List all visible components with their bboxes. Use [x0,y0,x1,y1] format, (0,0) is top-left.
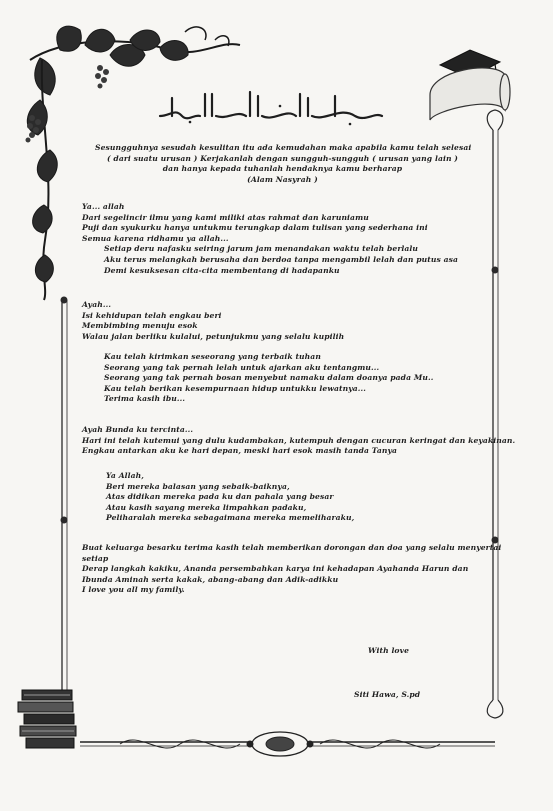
prayer2-line: Beri mereka balasan yang sebaik-baiknya, [106,481,290,491]
right-border-ornament [487,110,503,718]
closing-line: setiap [82,553,109,563]
opening-line: ( dari suatu urusan ) Kerjakanlah dengan sungguh-sungguh ( urusan yang lain ) [106,153,459,163]
basmala-calligraphy-icon [150,86,390,126]
prayer2-line: Atas didikan mereka pada ku dan pahala yang besar [106,492,334,502]
prayer2-line: Atau kasih sayang mereka limpahkan padaku, [106,502,307,512]
prayer-section [82,202,458,276]
prayer-indented-line: Aku terus melangkah berusaha dan berdoa tanpa mengambil lelah dan putus asa [104,254,459,264]
gratitude-line: Seorang yang tak pernah bosan menyebut namaku dalam doanya pada Mu.. [104,373,434,383]
parents-line: Hari ini telah kutemui yang dulu kudambakan, kutempuh dengan cucuran keringat dan keyakinan. [82,435,516,445]
gratitude-line: Kau telah berikan kesempurnaan hidup untukku lewatnya... [104,383,366,393]
diploma-scroll-icon [430,68,510,120]
signature-name [354,690,420,701]
gratitude-line: Kau telah kirimkan seseorang yang terbaik tuhan [104,352,321,361]
prayer-line: Ya... allah [82,202,125,211]
prayer-line: Dari segelincir ilmu yang kami miliki atas rahmat dan karuniamu [82,212,369,222]
father-line: Isi kehidupan telah engkau beri [82,310,222,320]
father-section [82,300,344,342]
opening-line: Sesungguhnya sesudah kesulitan itu ada kemudahan maka apabila kamu telah selesai [95,143,472,152]
prayer-line: Semua karena ridhamu ya allah... [82,233,229,243]
mother-gratitude-section [104,352,433,405]
opening-line: (Alam Nasyrah ) [247,174,318,184]
prayer2-line: Ya Allah, [106,471,145,480]
prayer-for-parents-section [106,471,354,524]
parents-line: Ayah Bunda ku tercinta... [82,425,194,434]
closing-line: I love you all my family. [82,585,185,595]
left-border-ornament [61,297,67,690]
author-name: Siti Hawa, S.pd [354,690,421,699]
family-thanks-section [82,543,501,596]
father-line: Walau jalan berliku kulalui, petunjukmu yang selalu kupilih [82,331,345,341]
books-stack-icon [18,690,76,748]
closing-line: Derap langkah kakiku, Ananda persembahkan karya ini kehadapan Ayahanda Harun dan [82,564,469,574]
prayer-line: Puji dan syukurku hanya untukmu terungkap dalam tulisan yang sederhana ini [82,223,428,233]
opening-line: dan hanya kepada tuhanlah hendaknya kamu berharap [162,164,403,174]
with-love-label: With love [368,646,410,655]
bottom-border-ornament [80,732,495,756]
gratitude-line: Seorang yang tak pernah lelah untuk ajarkan aku tentangmu... [104,362,380,372]
parents-line: Engkau antarkan aku ke hari depan, meski hari esok masih tanda Tanya [82,446,397,456]
parents-section [82,425,515,457]
closing-line: Ibunda Aminah serta kakak, abang-abang dan Adik-adikku [82,574,339,584]
closing-line: Buat keluarga besarku terima kasih telah memberikan dorongan dan doa yang selalu menyertai [82,543,502,552]
gratitude-line: Terima kasih ibu... [104,394,186,404]
opening-verse [95,143,470,185]
prayer-indented-line: Demi kesuksesan cita-cita membentang di hadapanku [104,265,340,275]
prayer-indented-line: Setiap deru nafasku seiring jarum jam menandakan waktu telah berlalu [104,244,419,254]
prayer2-line: Peliharalah mereka sebagaimana mereka memeliharaku, [106,513,355,523]
with-love-text [368,646,409,657]
father-line: Membimbing menuju esok [82,321,198,331]
father-line: Ayah... [82,300,112,309]
